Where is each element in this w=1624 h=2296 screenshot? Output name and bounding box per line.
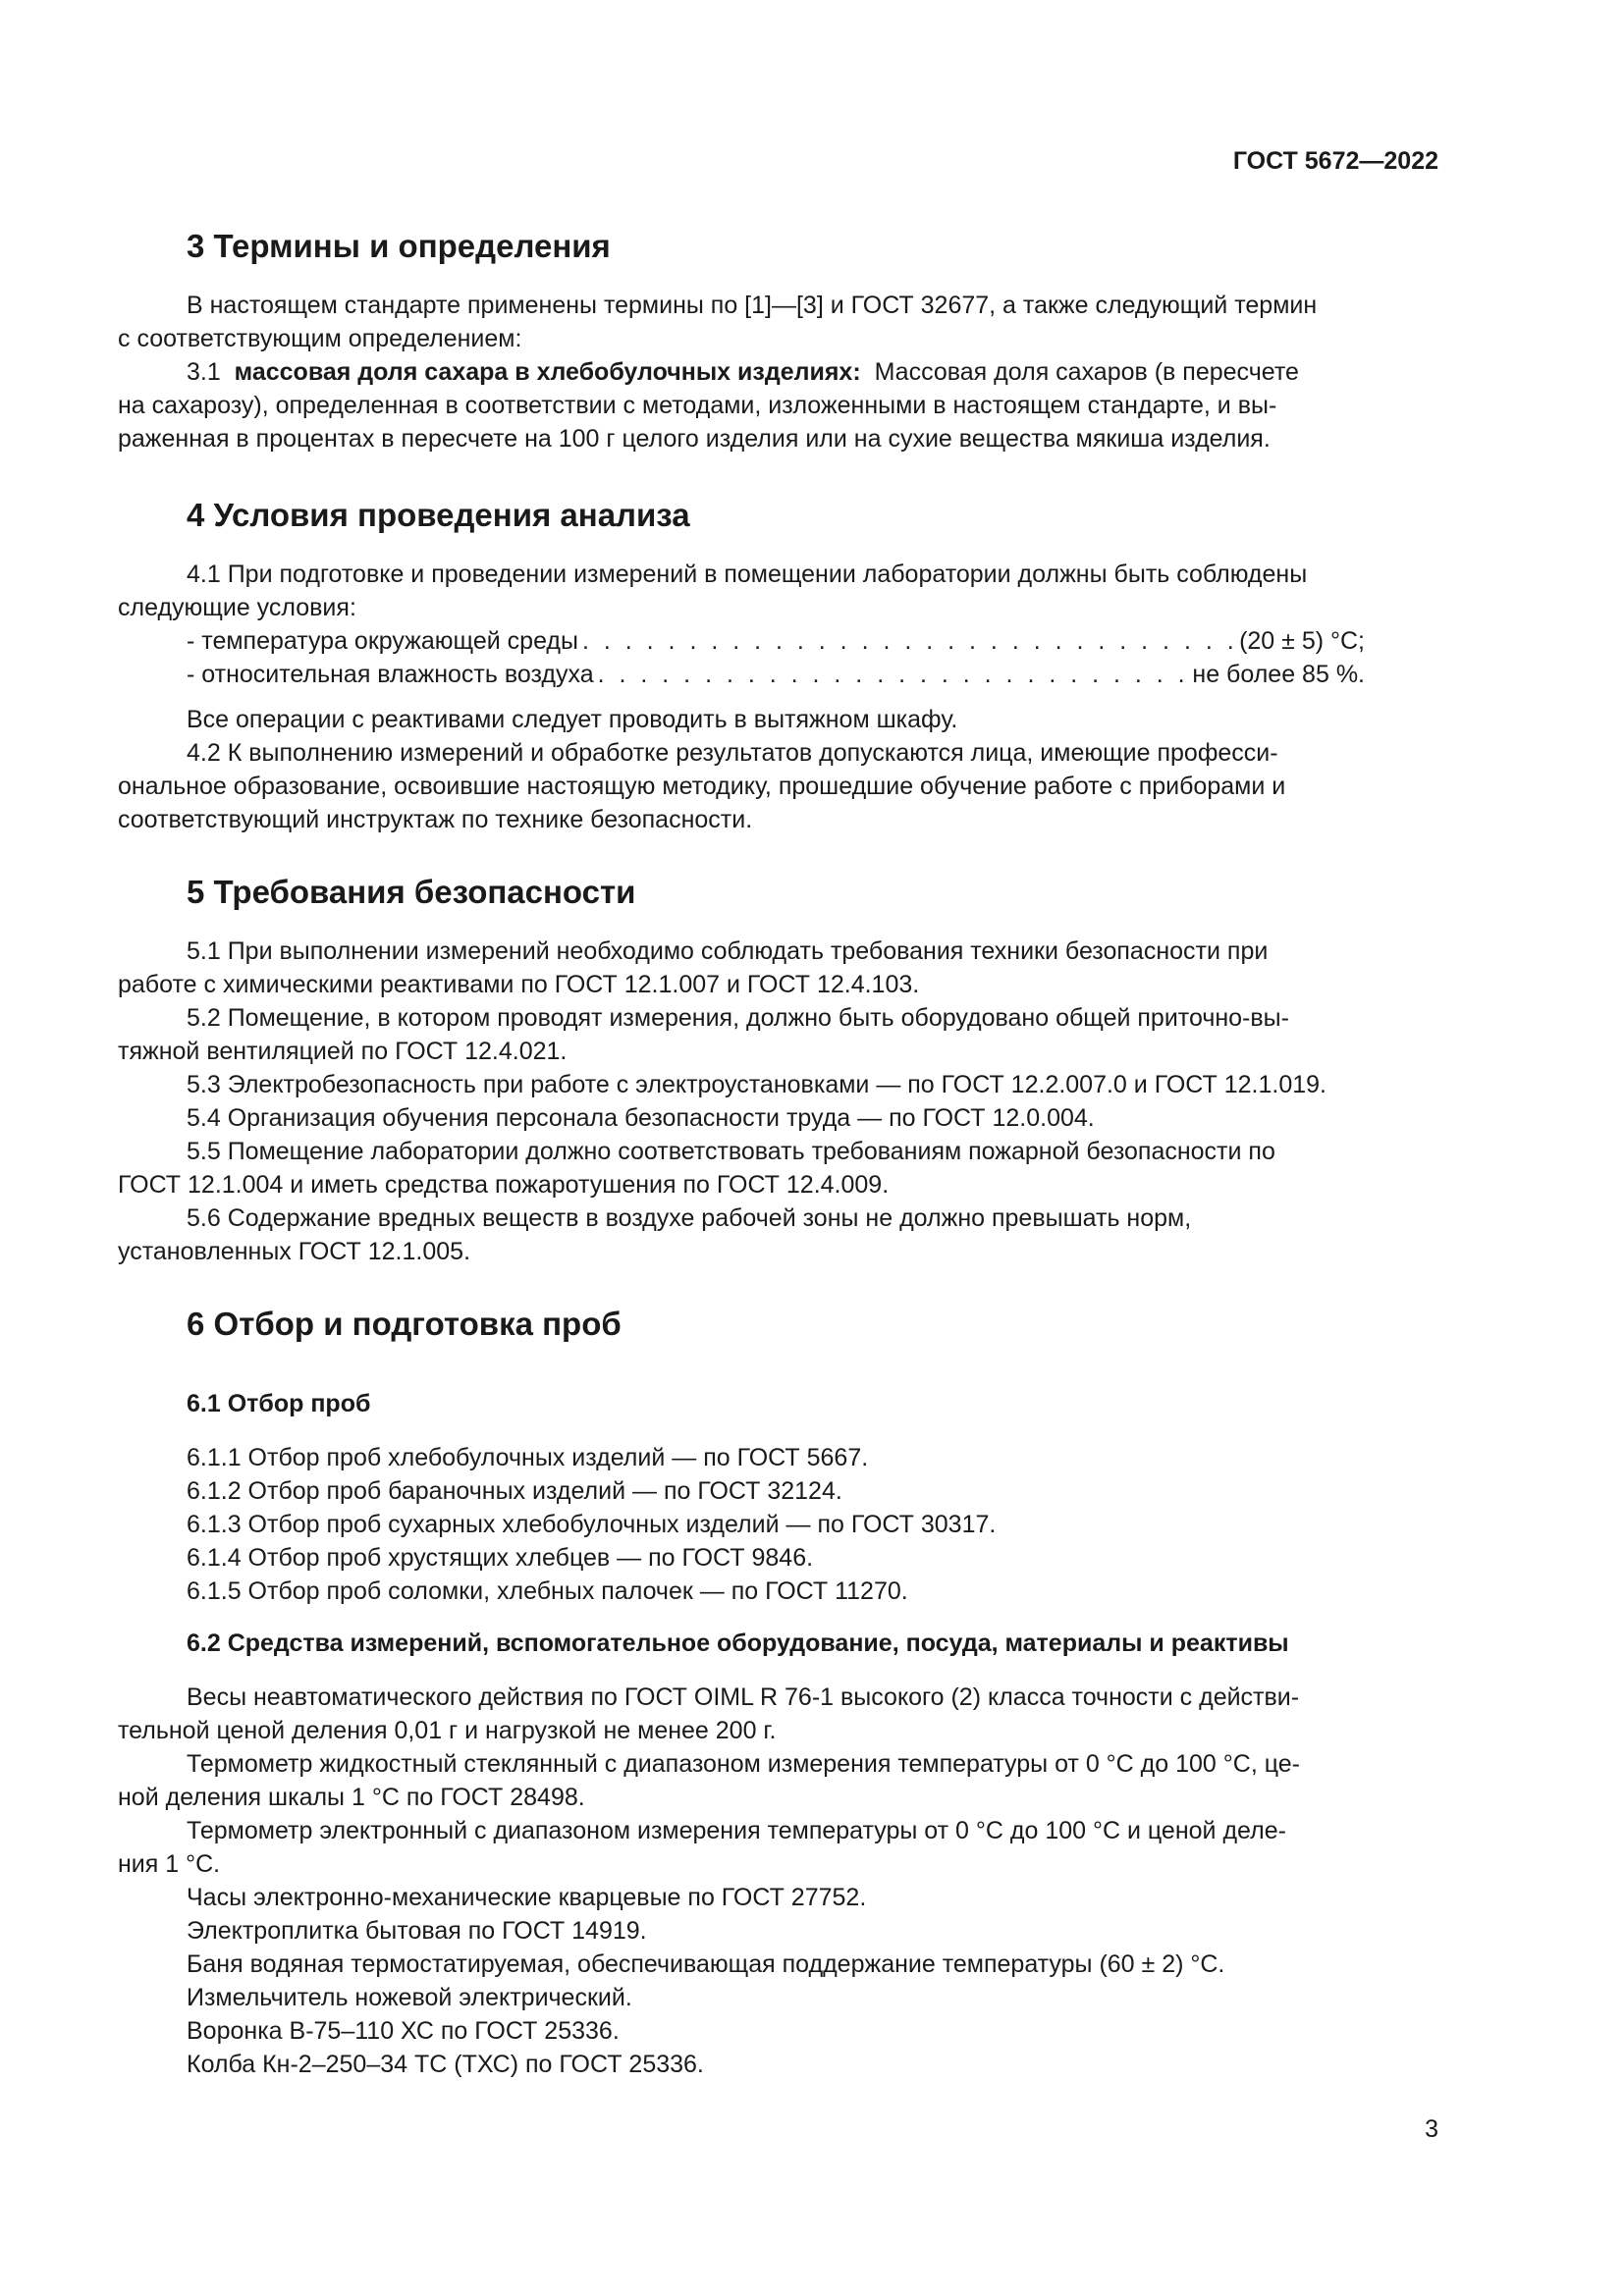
equipment-3-line-1: Термометр электронный с диапазоном измерения температуры от 0 °C до 100 °C и ценой деле- <box>187 1817 1286 1844</box>
s4-paragraph-1-line-2: следующие условия: <box>118 594 356 621</box>
s4-paragraph-2: Все операции с реактивами следует проводить в вытяжном шкафу. <box>187 706 958 733</box>
s3-term-definition-line-2: на сахарозу), определенная в соответствии с методами, изложенными в настоящем стандарте, и вы- <box>118 392 1277 419</box>
section-6-title: 6 Отбор и подготовка проб <box>187 1306 622 1342</box>
s5-item-5-line-1: 5.5 Помещение лаборатории должно соответствовать требованиям пожарной безопасности по <box>187 1138 1275 1165</box>
condition-temperature-label: - температура окружающей среды <box>187 627 578 655</box>
s4-paragraph-3-line-3: соответствующий инструктаж по технике безопасности. <box>118 806 753 833</box>
s6-1-item-5: 6.1.5 Отбор проб соломки, хлебных палочек — по ГОСТ 11270. <box>187 1577 908 1605</box>
s3-paragraph-1-line-1: В настоящем стандарте применены термины по [1]—[3] и ГОСТ 32677, а также следующий термин <box>187 292 1318 319</box>
equipment-1-line-2: тельной ценой деления 0,01 г и нагрузкой не менее 200 г. <box>118 1717 777 1744</box>
equipment-8: Воронка В-75–110 ХС по ГОСТ 25336. <box>187 2017 620 2045</box>
s5-item-4: 5.4 Организация обучения персонала безопасности труда — по ГОСТ 12.0.004. <box>187 1104 1095 1132</box>
page-number: 3 <box>1425 2115 1438 2143</box>
term-name: массовая доля сахара в хлебобулочных изделиях: <box>234 358 861 386</box>
condition-temperature-value: (20 ± 5) °C; <box>1239 627 1365 655</box>
equipment-2-line-2: ной деления шкалы 1 °C по ГОСТ 28498. <box>118 1784 585 1811</box>
equipment-3-line-2: ния 1 °C. <box>118 1850 221 1878</box>
equipment-9: Колба Кн-2–250–34 ТС (ТХС) по ГОСТ 25336. <box>187 2051 704 2078</box>
section-5-title: 5 Требования безопасности <box>187 874 636 910</box>
section-3-title: 3 Термины и определения <box>187 228 611 264</box>
s5-item-1-line-2: работе с химическими реактивами по ГОСТ 12.1.007 и ГОСТ 12.4.103. <box>118 971 920 998</box>
condition-humidity-label: - относительная влажность воздуха <box>187 661 594 688</box>
s6-1-item-3: 6.1.3 Отбор проб сухарных хлебобулочных изделий — по ГОСТ 30317. <box>187 1511 997 1538</box>
s4-paragraph-3-line-1: 4.2 К выполнению измерений и обработке результатов допускаются лица, имеющие професси- <box>187 739 1278 767</box>
equipment-7: Измельчитель ножевой электрический. <box>187 1984 632 2011</box>
condition-humidity <box>187 658 1438 691</box>
s5-item-2-line-1: 5.2 Помещение, в котором проводят измерения, должно быть оборудовано общей приточно-вы- <box>187 1004 1289 1032</box>
term-definition-start: Массовая доля сахаров (в пересчете <box>874 358 1299 386</box>
s5-item-1-line-1: 5.1 При выполнении измерений необходимо соблюдать требования техники безопасности при <box>187 937 1269 965</box>
equipment-5: Электроплитка бытовая по ГОСТ 14919. <box>187 1917 647 1945</box>
term-number: 3.1 <box>187 358 221 386</box>
condition-temperature <box>187 624 1438 658</box>
s3-term-definition-line-1 <box>187 355 1438 389</box>
s3-paragraph-1-line-2: с соответствующим определением: <box>118 325 522 352</box>
section-4-title: 4 Условия проведения анализа <box>187 497 690 533</box>
equipment-1-line-1: Весы неавтоматического действия по ГОСТ OIML R 76-1 высокого (2) класса точности с действи- <box>187 1683 1300 1711</box>
s6-1-item-2: 6.1.2 Отбор проб бараночных изделий — по ГОСТ 32124. <box>187 1477 842 1505</box>
equipment-6: Баня водяная термостатируемая, обеспечивающая поддержание температуры (60 ± 2) °C. <box>187 1950 1225 1978</box>
s5-item-6-line-1: 5.6 Содержание вредных веществ в воздухе рабочей зоны не должно превышать норм, <box>187 1204 1192 1232</box>
s5-item-6-line-2: установленных ГОСТ 12.1.005. <box>118 1238 471 1265</box>
s6-1-item-1: 6.1.1 Отбор проб хлебобулочных изделий — по ГОСТ 5667. <box>187 1444 869 1471</box>
s5-item-2-line-2: тяжной вентиляцией по ГОСТ 12.4.021. <box>118 1038 568 1065</box>
leader-dots <box>598 658 1189 691</box>
condition-humidity-value: не более 85 %. <box>1192 661 1365 688</box>
s6-1-item-4: 6.1.4 Отбор проб хрустящих хлебцев — по ГОСТ 9846. <box>187 1544 814 1572</box>
equipment-2-line-1: Термометр жидкостный стеклянный с диапазоном измерения температуры от 0 °C до 100 °C, це- <box>187 1750 1300 1778</box>
s4-paragraph-3-line-2: ональное образование, освоившие настоящую методику, прошедшие обучение работе с приборами и <box>118 773 1286 800</box>
s5-item-3: 5.3 Электробезопасность при работе с электроустановками — по ГОСТ 12.2.007.0 и ГОСТ 12.1.019. <box>187 1071 1326 1098</box>
leader-dots <box>582 624 1235 658</box>
subsection-6-2-title: 6.2 Средства измерений, вспомогательное оборудование, посуда, материалы и реактивы <box>187 1629 1289 1657</box>
document-code: ГОСТ 5672—2022 <box>1232 147 1438 175</box>
subsection-6-1-title: 6.1 Отбор проб <box>187 1390 371 1417</box>
s5-item-5-line-2: ГОСТ 12.1.004 и иметь средства пожаротушения по ГОСТ 12.4.009. <box>118 1171 890 1199</box>
s3-term-definition-line-3: раженная в процентах в пересчете на 100 г целого изделия или на сухие вещества мякиша изделия. <box>118 425 1271 453</box>
equipment-4: Часы электронно-механические кварцевые по ГОСТ 27752. <box>187 1884 867 1911</box>
s4-paragraph-1-line-1: 4.1 При подготовке и проведении измерений в помещении лаборатории должны быть соблюдены <box>187 561 1308 588</box>
